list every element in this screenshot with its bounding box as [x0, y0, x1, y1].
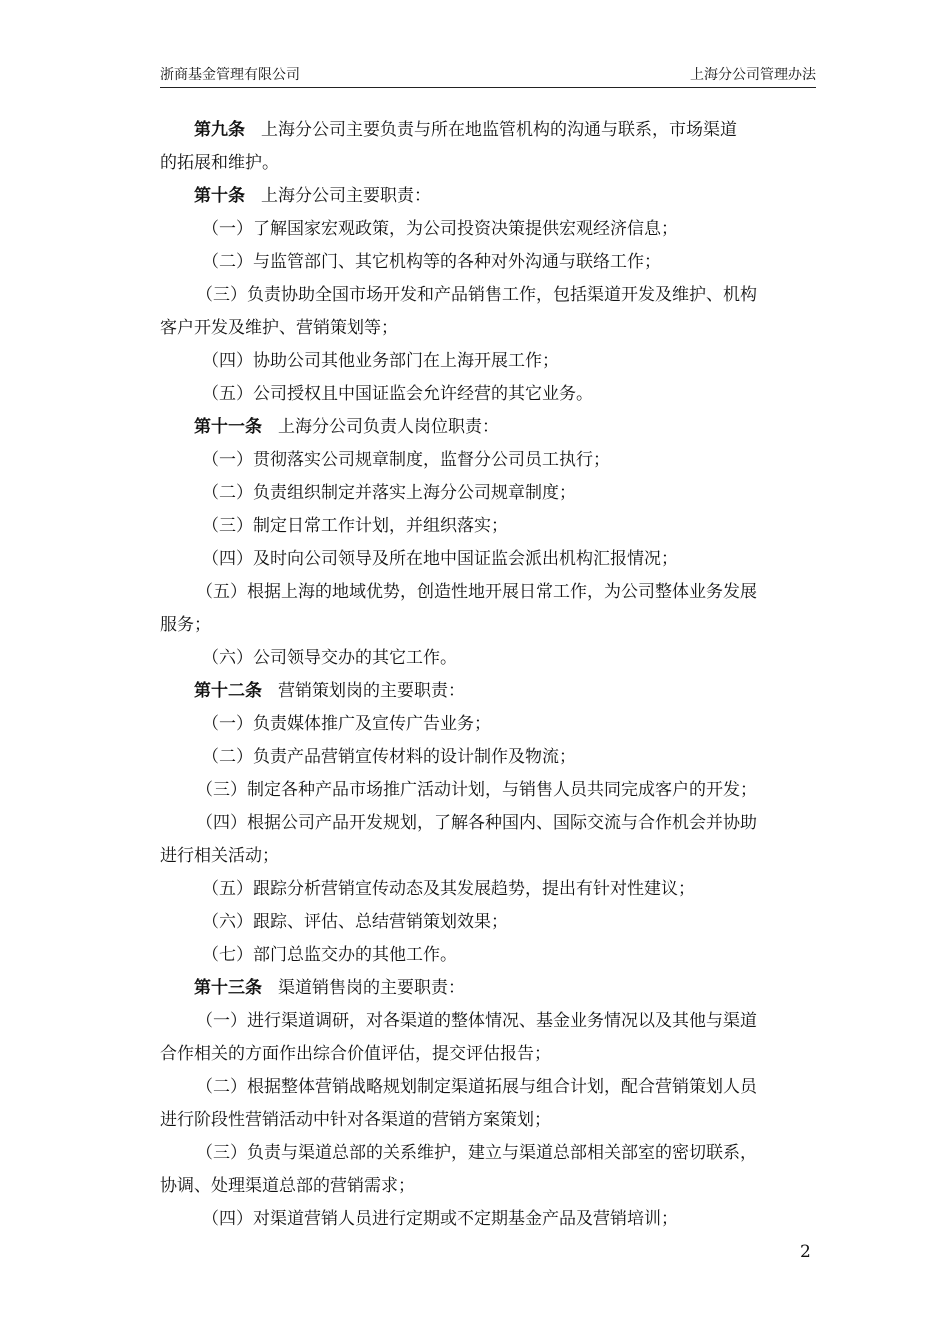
text-line	[160, 1170, 816, 1203]
line-text: 进行相关活动；	[160, 846, 279, 866]
article-number: 第十条	[194, 186, 245, 206]
line-text: 协调、处理渠道总部的营销需求；	[160, 1176, 415, 1196]
article-number: 第十一条	[194, 417, 262, 437]
text-line	[160, 312, 816, 345]
line-text: （三）制定日常工作计划，并组织落实；	[202, 516, 508, 536]
article-heading-line	[160, 180, 816, 213]
line-text: （二）负责组织制定并落实上海分公司规章制度；	[202, 483, 576, 503]
line-text: （三）负责协助全国市场开发和产品销售工作，包括渠道开发及维护、机构	[196, 285, 757, 305]
line-text: 上海分公司主要负责与所在地监管机构的沟通与联系，市场渠道	[261, 120, 737, 140]
line-text: 进行阶段性营销活动中针对各渠道的营销方案策划；	[160, 1110, 551, 1130]
text-line	[160, 642, 816, 675]
text-line	[160, 279, 816, 312]
line-text: 上海分公司主要职责：	[261, 186, 431, 206]
line-text: （六）跟踪、评估、总结营销策划效果；	[202, 912, 508, 932]
text-line	[160, 147, 816, 180]
line-text: （五）跟踪分析营销宣传动态及其发展趋势，提出有针对性建议；	[202, 879, 695, 899]
text-line	[160, 906, 816, 939]
text-line	[160, 576, 816, 609]
text-line	[160, 1038, 816, 1071]
article-number: 第十二条	[194, 681, 262, 701]
text-line	[160, 741, 816, 774]
line-text: （二）根据整体营销战略规划制定渠道拓展与组合计划，配合营销策划人员	[196, 1077, 757, 1097]
text-line	[160, 246, 816, 279]
page-header	[160, 64, 816, 86]
line-text: （四）根据公司产品开发规划，了解各种国内、国际交流与合作机会并协助	[196, 813, 757, 833]
line-text: （四）及时向公司领导及所在地中国证监会派出机构汇报情况；	[202, 549, 678, 569]
text-line	[160, 213, 816, 246]
line-text: （一）进行渠道调研，对各渠道的整体情况、基金业务情况以及其他与渠道	[196, 1011, 757, 1031]
article-heading-line	[160, 114, 816, 147]
text-line	[160, 807, 816, 840]
header-rule	[160, 87, 816, 88]
document-body	[160, 114, 816, 1236]
line-text: （七）部门总监交办的其他工作。	[202, 945, 457, 965]
text-line	[160, 543, 816, 576]
line-text: （三）负责与渠道总部的关系维护，建立与渠道总部相关部室的密切联系，	[196, 1143, 757, 1163]
text-line	[160, 477, 816, 510]
text-line	[160, 939, 816, 972]
text-line	[160, 1104, 816, 1137]
article-heading-line	[160, 675, 816, 708]
line-text: （四）对渠道营销人员进行定期或不定期基金产品及营销培训；	[202, 1209, 678, 1229]
text-line	[160, 873, 816, 906]
line-text: （五）公司授权且中国证监会允许经营的其它业务。	[202, 384, 593, 404]
line-text: 上海分公司负责人岗位职责：	[278, 417, 499, 437]
line-text: （三）制定各种产品市场推广活动计划，与销售人员共同完成客户的开发；	[196, 780, 757, 800]
line-text: （二）负责产品营销宣传材料的设计制作及物流；	[202, 747, 576, 767]
line-text: 客户开发及维护、营销策划等；	[160, 318, 398, 338]
line-text: 合作相关的方面作出综合价值评估，提交评估报告；	[160, 1044, 551, 1064]
line-text: （一）了解国家宏观政策，为公司投资决策提供宏观经济信息；	[202, 219, 678, 239]
text-line	[160, 1071, 816, 1104]
line-text: 的拓展和维护。	[160, 153, 279, 173]
text-line	[160, 345, 816, 378]
article-heading-line	[160, 411, 816, 444]
article-number: 第九条	[194, 120, 245, 140]
text-line	[160, 510, 816, 543]
text-line	[160, 774, 816, 807]
header-company: 浙商基金管理有限公司	[160, 67, 300, 83]
text-line	[160, 444, 816, 477]
line-text: （一）贯彻落实公司规章制度，监督分公司员工执行；	[202, 450, 610, 470]
line-text: （四）协助公司其他业务部门在上海开展工作；	[202, 351, 559, 371]
text-line	[160, 1005, 816, 1038]
text-line	[160, 378, 816, 411]
line-text: （六）公司领导交办的其它工作。	[202, 648, 457, 668]
line-text: 渠道销售岗的主要职责：	[278, 978, 465, 998]
line-text: 服务；	[160, 615, 211, 635]
page-number: 2	[800, 1242, 811, 1262]
text-line	[160, 840, 816, 873]
line-text: （五）根据上海的地域优势，创造性地开展日常工作，为公司整体业务发展	[196, 582, 757, 602]
text-line	[160, 1203, 816, 1236]
article-number: 第十三条	[194, 978, 262, 998]
text-line	[160, 609, 816, 642]
line-text: 营销策划岗的主要职责：	[278, 681, 465, 701]
text-line	[160, 1137, 816, 1170]
article-heading-line	[160, 972, 816, 1005]
text-line	[160, 708, 816, 741]
header-doc-title: 上海分公司管理办法	[690, 67, 816, 83]
line-text: （二）与监管部门、其它机构等的各种对外沟通与联络工作；	[202, 252, 661, 272]
line-text: （一）负责媒体推广及宣传广告业务；	[202, 714, 491, 734]
